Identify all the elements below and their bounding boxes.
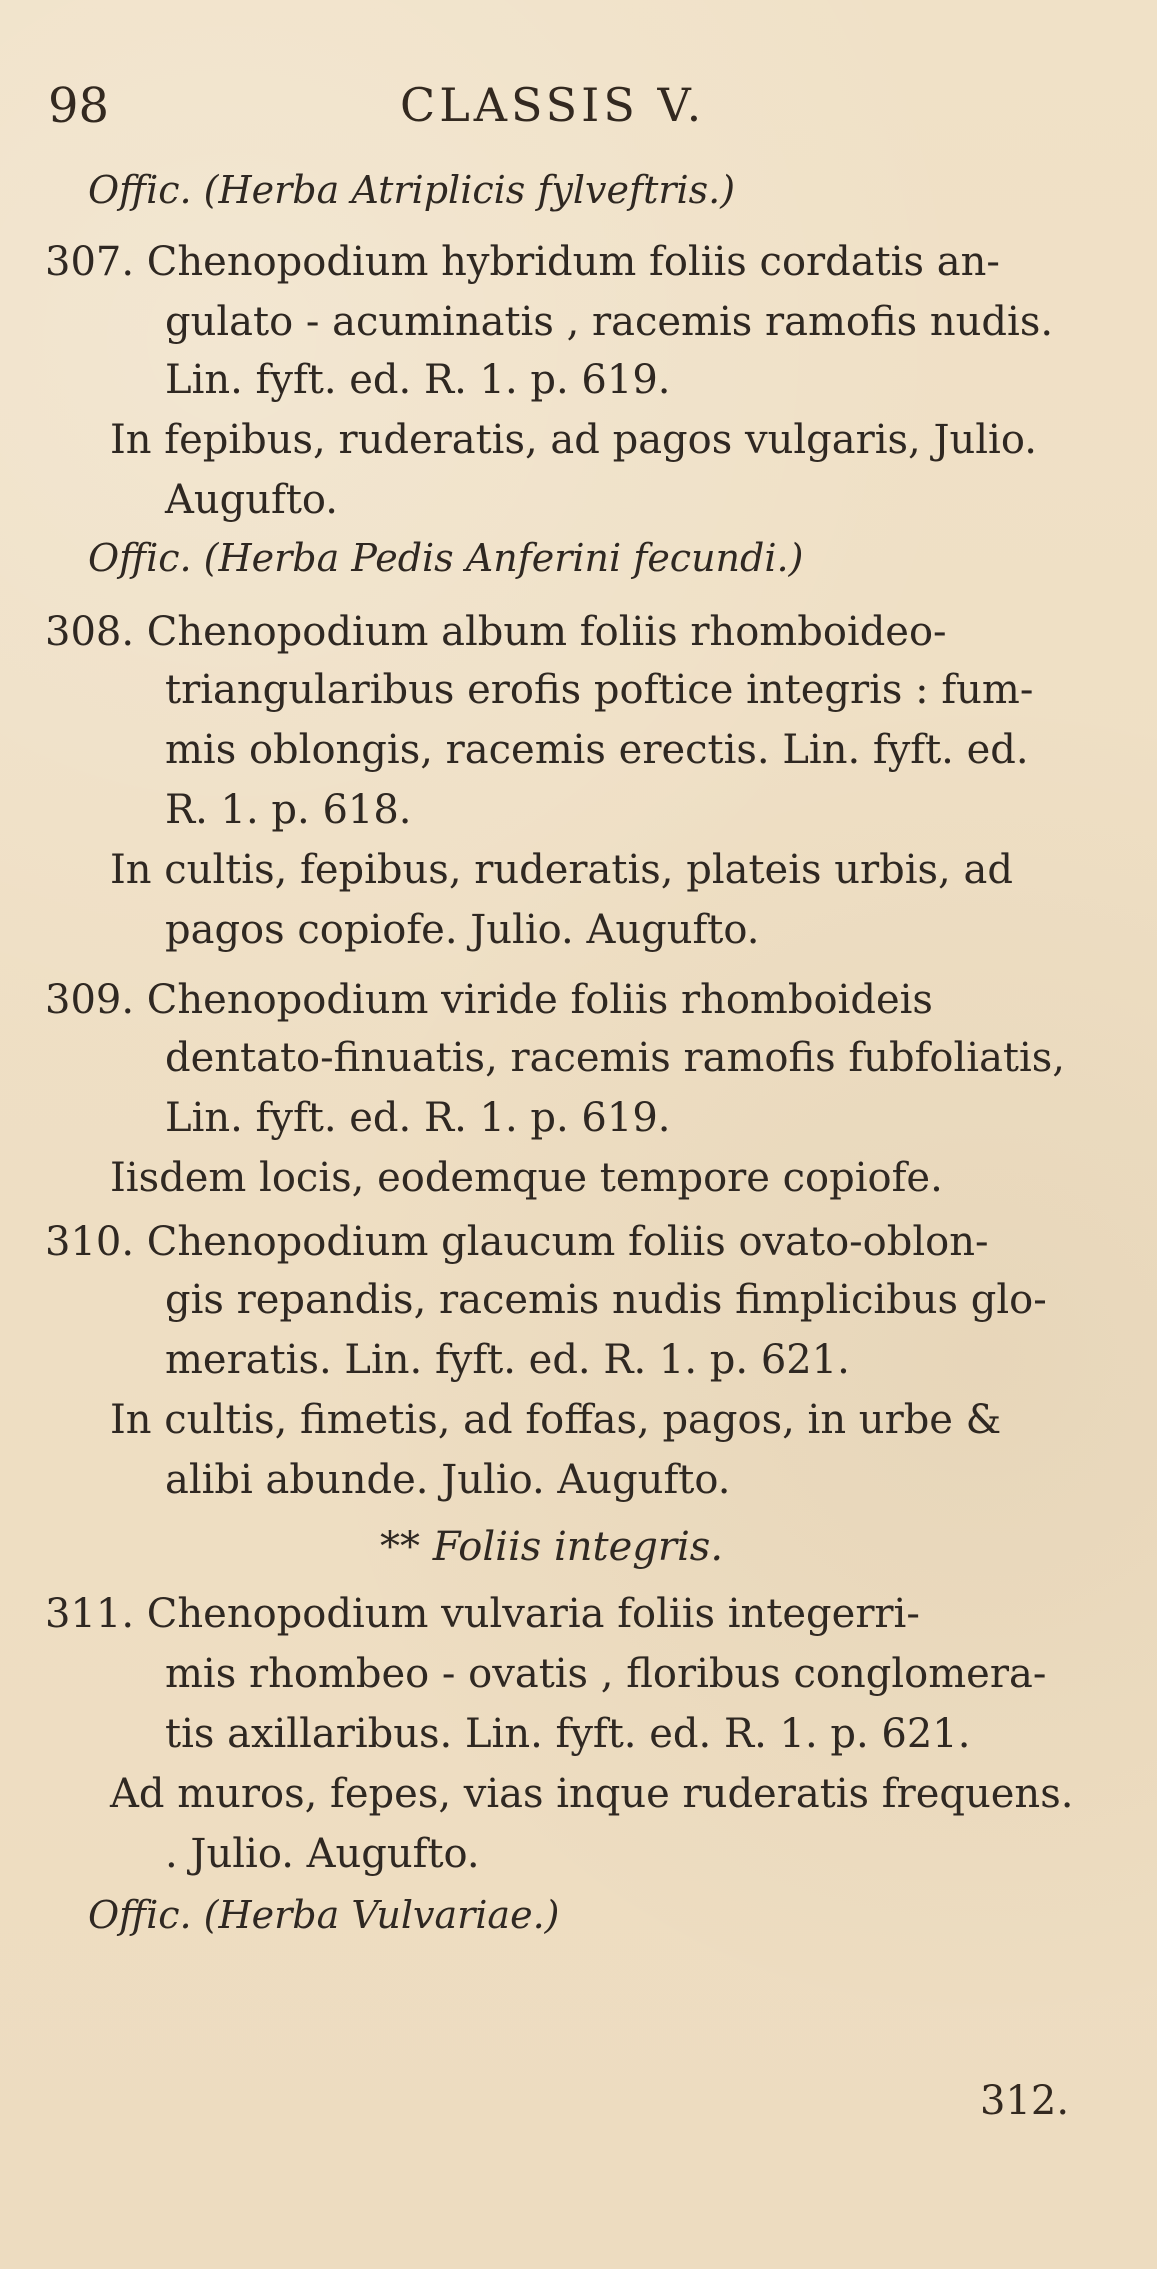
entry-308-line-3: mis oblongis, racemis erectis. Lin. fyft. ed. bbox=[165, 727, 1029, 773]
entry-310-habitat-2: alibi abunde. Julio. Augufto. bbox=[165, 1457, 731, 1503]
entry-307-line-2: gulato - acuminatis , racemis ramofis nudis. bbox=[165, 299, 1054, 345]
entry-311-line-2: mis rhombeo - ovatis , floribus conglomera- bbox=[165, 1651, 1047, 1697]
entry-311-line-1: 311. Chenopodium vulvaria foliis integerri- bbox=[45, 1591, 920, 1637]
entry-309-habitat: Iisdem locis, eodemque tempore copiofe. bbox=[110, 1155, 943, 1201]
section-heading: ** Foliis integris. bbox=[380, 1524, 724, 1570]
entry-307-line-1: 307. Chenopodium hybridum foliis cordatis an- bbox=[45, 239, 1000, 285]
entry-309-line-2: dentato-finuatis, racemis ramofis fubfoliatis, bbox=[165, 1035, 1066, 1081]
officinal-note-1: Offic. (Herba Atriplicis fylveftris.) bbox=[88, 168, 736, 212]
entry-309-line-1: 309. Chenopodium viride foliis rhomboideis bbox=[45, 977, 933, 1023]
entry-308-line-2: triangularibus erofis poftice integris : fum- bbox=[165, 667, 1034, 713]
entry-308-habitat-1: In cultis, fepibus, ruderatis, plateis urbis, ad bbox=[110, 847, 1013, 893]
entry-307-habitat-2: Augufto. bbox=[165, 477, 338, 523]
officinal-note-2: Offic. (Herba Pedis Anferini fecundi.) bbox=[88, 536, 804, 580]
entry-310-line-1: 310. Chenopodium glaucum foliis ovato-oblon- bbox=[45, 1219, 989, 1265]
page-number: 98 bbox=[48, 78, 110, 134]
entry-311-line-3: tis axillaribus. Lin. fyft. ed. R. 1. p. 621. bbox=[165, 1711, 971, 1757]
entry-308-habitat-2: pagos copiofe. Julio. Augufto. bbox=[165, 907, 760, 953]
entry-307-habitat-1: In fepibus, ruderatis, ad pagos vulgaris, Julio. bbox=[110, 417, 1037, 463]
entry-311-habitat-1: Ad muros, fepes, vias inque ruderatis frequens. bbox=[110, 1771, 1074, 1817]
page-header bbox=[0, 78, 1157, 138]
entry-310-line-3: meratis. Lin. fyft. ed. R. 1. p. 621. bbox=[165, 1337, 850, 1383]
entry-307-line-3: Lin. fyft. ed. R. 1. p. 619. bbox=[165, 357, 671, 403]
entry-310-habitat-1: In cultis, fimetis, ad foffas, pagos, in urbe & bbox=[110, 1397, 1002, 1443]
running-head: CLASSIS V. bbox=[400, 78, 706, 132]
officinal-note-3: Offic. (Herba Vulvariae.) bbox=[88, 1893, 560, 1937]
entry-310-line-2: gis repandis, racemis nudis fimplicibus glo- bbox=[165, 1277, 1047, 1323]
entry-309-line-3: Lin. fyft. ed. R. 1. p. 619. bbox=[165, 1095, 671, 1141]
entry-311-habitat-2: . Julio. Augufto. bbox=[165, 1831, 480, 1877]
entry-308-line-4: R. 1. p. 618. bbox=[165, 787, 412, 833]
entry-308-line-1: 308. Chenopodium album foliis rhomboideo- bbox=[45, 609, 947, 655]
catchword: 312. bbox=[980, 2078, 1070, 2124]
